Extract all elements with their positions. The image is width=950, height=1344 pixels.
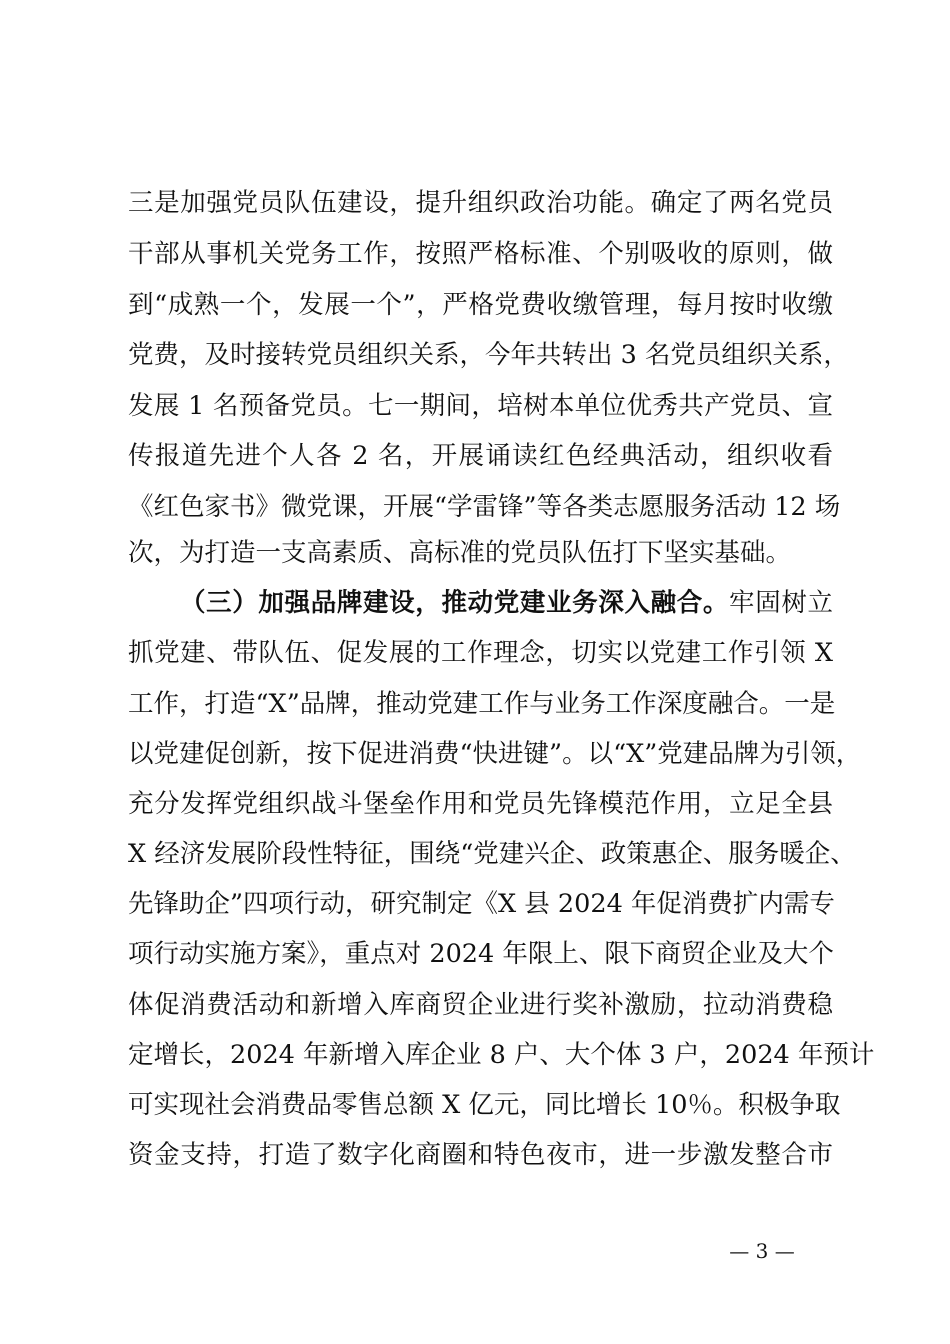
section-heading: （三）加强品牌建设，推动党建业务深入融合。: [180, 588, 730, 618]
body-text-line: X 经济发展阶段性特征，围绕“党建兴企、政策惠企、服务暖企、: [128, 839, 856, 869]
body-text-line: 定增长，2024 年新增入库企业 8 户、大个体 3 户，2024 年预计: [128, 1040, 875, 1070]
body-text-line: 党费，及时接转党员组织关系，今年共转出 3 名党员组织关系，: [128, 340, 849, 370]
body-text-line: 体促消费活动和新增入库商贸企业进行奖补激励，拉动消费稳: [128, 990, 833, 1020]
body-text-line: 项行动实施方案》，重点对 2024 年限上、限下商贸企业及大个: [128, 939, 834, 969]
body-text-line: 抓党建、带队伍、促发展的工作理念，切实以党建工作引领 X: [128, 638, 833, 668]
body-text-line: 资金支持，打造了数字化商圈和特色夜市，进一步激发整合市: [128, 1140, 833, 1170]
body-text-line: 三是加强党员队伍建设，提升组织政治功能。确定了两名党员: [128, 188, 833, 218]
body-text-line: 先锋助企”四项行动，研究制定《X 县 2024 年促消费扩内需专: [128, 889, 835, 919]
body-text-line: 传报道先进个人各 2 名，开展诵读红色经典活动，组织收看: [128, 441, 833, 471]
body-text-line: 以党建促创新，按下促进消费“快进键”。以“X”党建品牌为引领，: [128, 739, 862, 769]
body-text-line: 次，为打造一支高素质、高标准的党员队伍打下坚实基础。: [128, 538, 792, 568]
body-text-line: 可实现社会消费品零售总额 X 亿元，同比增长 10％。积极争取: [128, 1090, 841, 1120]
body-text-span: 牢固树立: [729, 588, 833, 618]
body-text-line: 工作，打造“X”品牌，推动党建工作与业务工作深度融合。一是: [128, 689, 836, 719]
body-text-line: 到“成熟一个，发展一个”，严格党费收缴管理，每月按时收缴: [128, 290, 833, 320]
body-text-line: 《红色家书》微党课，开展“学雷锋”等各类志愿服务活动 12 场: [128, 492, 841, 522]
page-number: — 3 —: [729, 1239, 795, 1263]
body-text-line: 发展 1 名预备党员。七一期间，培树本单位优秀共产党员、宣: [128, 391, 833, 421]
body-text-line: 干部从事机关党务工作，按照严格标准、个别吸收的原则，做: [128, 239, 833, 269]
section-heading-line: [180, 578, 833, 628]
body-text-line: 充分发挥党组织战斗堡垒作用和党员先锋模范作用，立足全县: [128, 789, 833, 819]
